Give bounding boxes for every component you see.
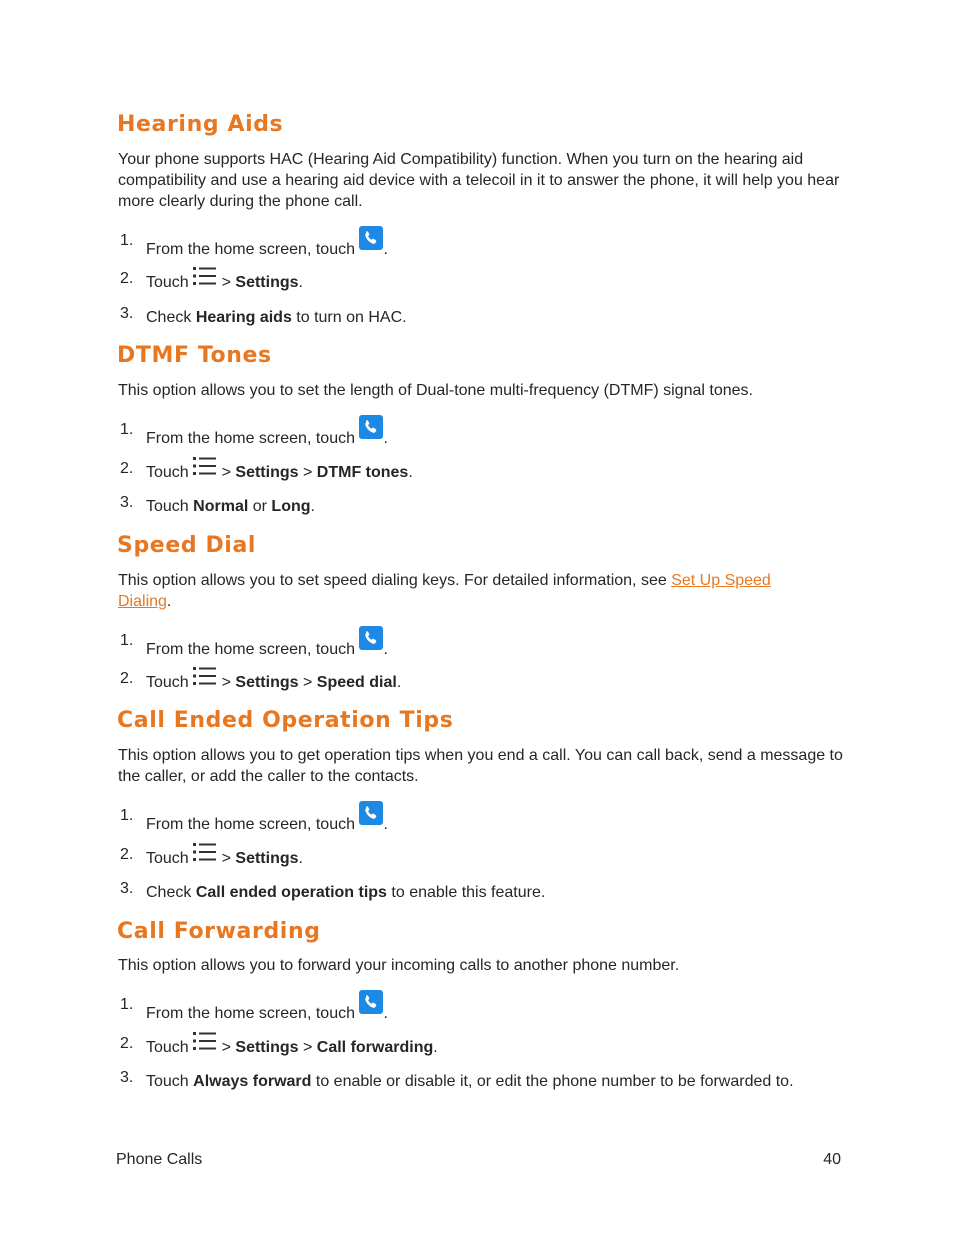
section-intro: This option allows you to get operation tips when you end a call. You can call back, send a message to the caller, or add the caller to the contacts. — [118, 747, 843, 785]
set-up-speed-dialing-link[interactable]: Set Up Speed Dialing — [118, 572, 771, 610]
section-intro: This option allows you to set the length of Dual-tone multi-frequency (DTMF) signal tones. — [118, 382, 753, 399]
phone-app-icon — [359, 990, 383, 1014]
step-number: 1. — [120, 632, 134, 649]
section-heading-call-forwarding: Call Forwarding — [117, 919, 321, 944]
section-intro: Your phone supports HAC (Hearing Aid Compatibility) function. When you turn on the hearing aid compatibility and use a hearing aid device with a telecoil in it to answer the phone, it will help you hear more clearly during the phone call. — [118, 151, 840, 210]
step-number: 2. — [120, 270, 134, 287]
phone-app-icon — [359, 415, 383, 439]
step-number: 3. — [120, 1069, 134, 1086]
step-number: 1. — [120, 996, 134, 1013]
step-number: 1. — [120, 421, 134, 438]
phone-app-icon — [359, 801, 383, 825]
section-heading-hearing-aids: Hearing Aids — [117, 112, 284, 137]
footer-chapter-title: Phone Calls — [116, 1151, 203, 1168]
step-number: 2. — [120, 1035, 134, 1052]
step-number: 3. — [120, 494, 134, 511]
menu-icon — [193, 266, 217, 286]
step-number: 2. — [120, 670, 134, 687]
step-number: 3. — [120, 305, 134, 322]
section-intro: This option allows you to forward your incoming calls to another phone number. — [118, 957, 680, 974]
section-heading-dtmf-tones: DTMF Tones — [117, 343, 272, 368]
footer-page-number: 40 — [823, 1151, 841, 1168]
phone-app-icon — [359, 226, 383, 250]
menu-icon — [193, 1031, 217, 1051]
menu-icon — [193, 666, 217, 686]
manual-page: Hearing Aids Your phone supports HAC (Hearing Aid Compatibility) function. When you turn on the hearing aid compatibility and use a hearing aid device with a telecoil in it to answer the phone, it will help you hear more clearly during the phone call. 1. From the home screen, touch . 2. Touch > Settings. 3. Check Hearing aids to turn on HAC. DTMF Tones This option allows you to set the length of Dual-tone multi-frequency (DTMF) signal tones. 1. From the home screen, touch . 2. Touch > Settings > DTMF tones. 3. Touch Normal or Long. Speed Dial This option allows you to set speed dialing keys. For detailed information, see Set Up Speed Dialing. 1. From the home screen, touch . 2. Touch > Settings > Speed dial. Call Ended Operation Tips This option allows you to get operation tips when you end a call. You can call back, send a message to the caller, or add the caller to the contacts. 1. From the home screen, touch . 2. Touch > Settings. 3. Check Call ended operation tips to enable this feature. Call Forwarding This option allows you to forward your incoming calls to another phone number. 1. From the home screen, touch . 2. Touch > Settings > Call forwarding. 3. Touch Always forward to enable or disable it, or edit the phone number to be forwarded to. Phone Calls 40 — [0, 0, 954, 1235]
step-number: 2. — [120, 846, 134, 863]
step-number: 3. — [120, 880, 134, 897]
menu-icon — [193, 456, 217, 476]
phone-app-icon — [359, 626, 383, 650]
section-heading-call-ended-operation-tips: Call Ended Operation Tips — [117, 708, 454, 733]
menu-icon — [193, 842, 217, 862]
step-number: 2. — [120, 460, 134, 477]
section-heading-speed-dial: Speed Dial — [117, 533, 257, 558]
section-intro: This option allows you to set speed dialing keys. For detailed information, see Set Up Speed Dialing. — [118, 572, 771, 610]
step-number: 1. — [120, 232, 134, 249]
step-text: From the home screen, touch — [146, 241, 355, 258]
step-number: 1. — [120, 807, 134, 824]
